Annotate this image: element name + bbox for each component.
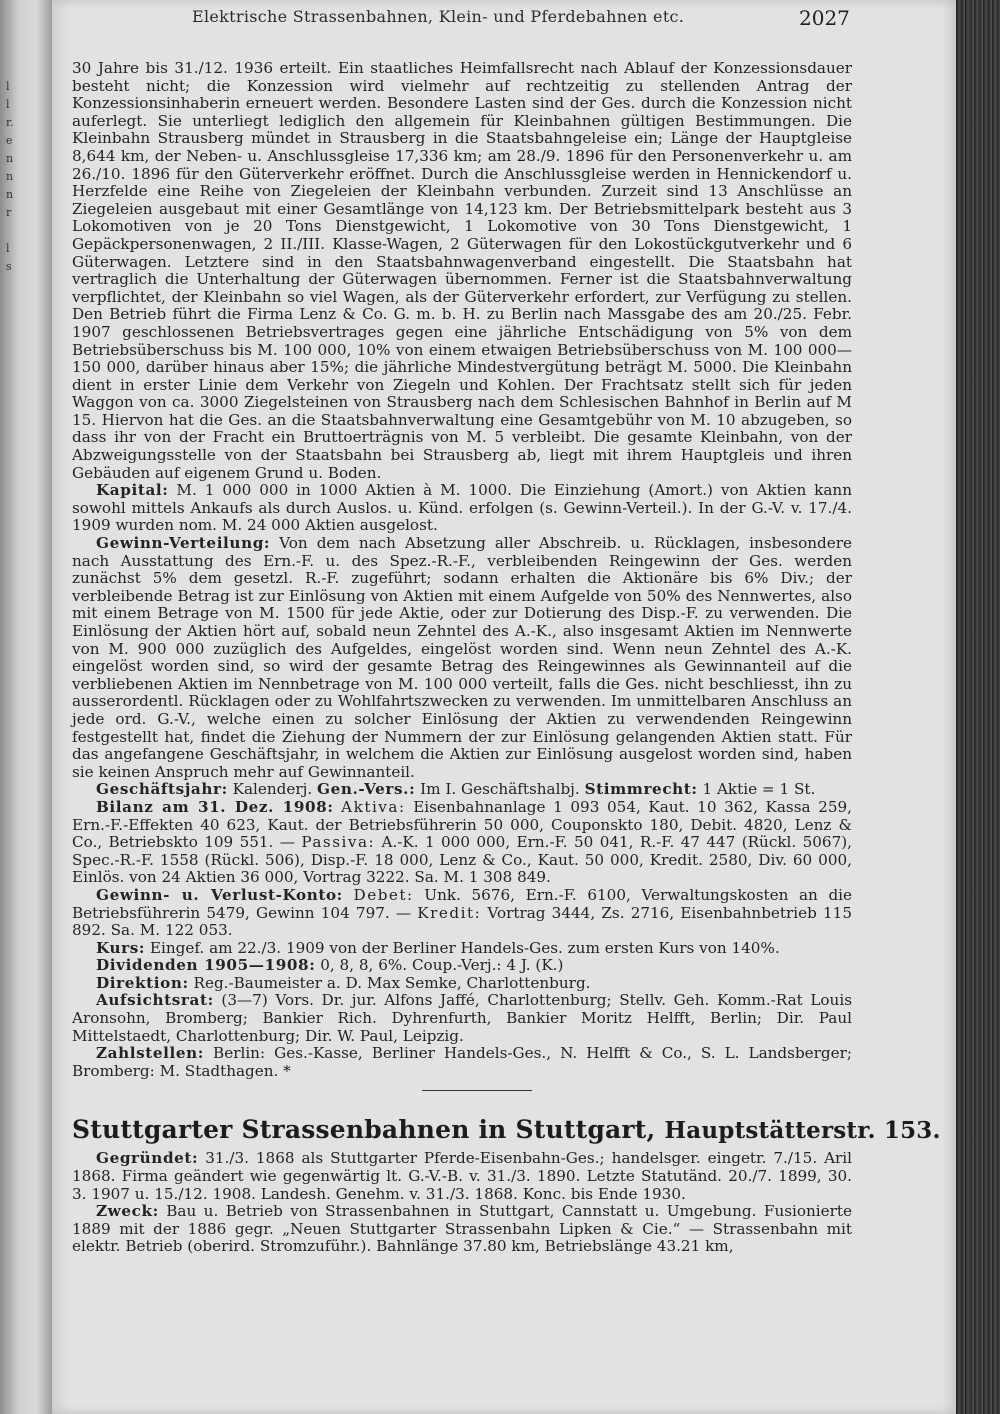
direktion-text: Reg.-Baumeister a. D. Max Semke, Charlottenburg. bbox=[193, 973, 591, 992]
gewinn-verlust-section bbox=[72, 887, 852, 940]
aufsichtsrat-label: Aufsichtsrat: bbox=[96, 991, 214, 1010]
gegruendet-section bbox=[72, 1150, 852, 1203]
gewinn-verteilung-label: Gewinn-Verteilung: bbox=[96, 534, 271, 553]
kapital-section bbox=[72, 482, 852, 535]
dividenden-label: Dividenden 1905—1908: bbox=[96, 956, 316, 975]
aufsichtsrat-section bbox=[72, 992, 852, 1045]
direktion-section bbox=[72, 975, 852, 993]
passiva-text: A.-K. 1 000 000, Ern.-F. 50 041, R.-F. 47 447 (Rückl. 5067), Spec.-R.-F. 1558 (Rückl. 506), Disp.-F. 18 000, Lenz & Co., Kaut. 50 000, Kredit. 2580, Div. 60 000, Einlös. von 24 Aktien 36 000, Vortrag 3222. Sa. M. 1 308 849. bbox=[72, 833, 853, 887]
direktion-label: Direktion: bbox=[96, 973, 189, 992]
kurs-section bbox=[72, 940, 852, 958]
gen-vers-label: Gen.-Vers.: bbox=[317, 780, 416, 799]
debet-text: Unk. 5676, Ern.-F. 6100, Verwaltungskosten an die Betriebsführerin 5479, Gewinn 104 797. — bbox=[72, 885, 853, 922]
bilanz-label: Bilanz am 31. Dez. 1908: bbox=[96, 797, 334, 816]
debet-label: Debet: bbox=[353, 885, 414, 904]
gegruendet-label: Gegründet: bbox=[96, 1149, 199, 1168]
section-divider bbox=[422, 1090, 532, 1091]
aktiva-text: Eisenbahnanlage 1 093 054, Kaut. 10 362, Kassa 259, Ern.-F.-Effekten 40 623, Kaut. der Betriebsführerin 50 000, Couponskto 180, Debit. 4820, Lenz & Co., Betriebskto 109 551. — bbox=[72, 797, 853, 852]
company-address: Hauptstätterstr. 153. bbox=[664, 1117, 941, 1145]
passiva-label: Passiva: bbox=[301, 833, 376, 852]
gen-vers-text: Im I. Geschäftshalbj. bbox=[420, 780, 580, 799]
company-name: Stuttgarter Strassenbahnen in Stuttgart, bbox=[72, 1115, 656, 1145]
zahlstellen-text: Berlin: Ges.-Kasse, Berliner Handels-Ges., N. Helfft & Co., S. L. Landsberger; Bromberg: M. Stadthagen. * bbox=[72, 1044, 853, 1080]
geschaeftsjahr-label: Geschäftsjahr: bbox=[96, 780, 228, 799]
geschaeftsjahr-text: Kalenderj. bbox=[232, 780, 313, 799]
gewinn-verteilung-text: Von dem nach Absetzung aller Abschreib. u. Rücklagen, insbesondere nach Ausstattung des Ern.-F. u. des Spez.-R.-F., verbleibenden Reingewinn der Ges. werden zunächst 5% dem gesetzl. R.-F. zugeführt; sodann erhalten die Aktionäre bis 6% Div.; der verbleibende Betrag ist zur Einlösung von Aktien mit einem Aufgelde von 50% des Nennwertes, also mit einem Betrage von M. 1500 für jede Aktie, oder zur Dotierung des Disp.-F. zu verwenden. Die Einlösung der Aktien hört auf, sobald neun Zehntel des A.-K., also insgesamt Aktien im Nennwerte von M. 900 000 zuzüglich des Aufgeldes, eingelöst worden sind. Wenn neun Zehntel des A.-K. eingelöst worden sind, so wird der gesamte Betrag des Reingewinnes als Gewinnanteil auf die verbliebenen Aktien im Nennbetrage von M. 100 000 verteilt, falls die Ges. nicht beschliesst, ihn zu ausserordentl. Rücklagen oder zu Wohlfahrtszwecken zu verwenden. Im unmittelbaren Anschluss an jede ord. G.-V., welche einen zu solcher Einlösung der Aktien zu verwendenden Reingewinn festgestellt hat, findet die Ziehung der Nummern der zur Einlösung gelangenden Aktien statt. Für das angefangene Geschäftsjahr, in welchem die Aktien zur Einlösung ausgelost worden sind, haben sie keinen Anspruch mehr auf Gewinnanteil. bbox=[72, 534, 852, 781]
stimmrecht-label: Stimmrecht: bbox=[584, 780, 698, 799]
page-number: 2027 bbox=[799, 6, 850, 30]
zweck-text: Bau u. Betrieb von Strassenbahnen in Stuttgart, Cannstatt u. Umgebung. Fusionierte 1889 mit der 1886 gegr. „Neuen Stuttgarter Strassenbahn Lipken & Cie.“ — Strassenbahn mit elektr. Betrieb (oberird. Stromzuführ.). Bahnlänge 37.80 km, Betriebslänge 43.21 km, bbox=[72, 1202, 853, 1256]
gegruendet-text: 31./3. 1868 als Stuttgarter Pferde-Eisenbahn-Ges.; handelsger. eingetr. 7./15. Aril 1868. Firma geändert wie gegenwärtig lt. G.-V.-B. v. 31./3. 1890. Letzte Statutänd. 20./7. 1899, 30. 3. 1907 u. 15./12. 1908. Landesh. Genehm. v. 31./3. 1868. Konc. bis Ende 1930. bbox=[72, 1149, 853, 1203]
kredit-label: Kredit: bbox=[417, 903, 482, 922]
new-entry-body bbox=[72, 1150, 852, 1256]
kurs-text: Eingef. am 22./3. 1909 von der Berliner Handels-Ges. zum ersten Kurs von 140%. bbox=[149, 938, 780, 957]
aktiva-label: Aktiva: bbox=[341, 797, 406, 816]
zweck-section bbox=[72, 1203, 852, 1256]
adjacent-page-edge: l l r. e n n n r l s bbox=[0, 0, 52, 1414]
zahlstellen-section bbox=[72, 1045, 852, 1080]
aufsichtsrat-text: (3—7) Vors. Dr. jur. Alfons Jaffé, Charlottenburg; Stellv. Geh. Komm.-Rat Louis Aronsohn, Bromberg; Bankier Rich. Dyhrenfurth, Bankier Moritz Helfft, Berlin; Dir. Paul Mittelstaedt, Charlottenburg; Dir. W. Paul, Leipzig. bbox=[72, 991, 852, 1045]
page-body bbox=[72, 59, 941, 1256]
dividenden-text: 0, 8, 8, 6%. Coup.-Verj.: 4 J. (K.) bbox=[320, 956, 564, 975]
geschaeftsjahr-section bbox=[72, 781, 852, 799]
gewinn-verlust-label: Gewinn- u. Verlust-Konto: bbox=[96, 885, 343, 904]
zweck-label: Zweck: bbox=[96, 1202, 159, 1221]
kredit-text: Vortrag 3444, Zs. 2716, Eisenbahnbetrieb 115 892. Sa. M. 122 053. bbox=[72, 903, 853, 940]
dividenden-section bbox=[72, 957, 852, 975]
zahlstellen-label: Zahlstellen: bbox=[96, 1044, 205, 1063]
kapital-text: M. 1 000 000 in 1000 Aktien à M. 1000. Die Einziehung (Amort.) von Aktien kann sowohl mittels Ankaufs als durch Auslos. u. Künd. erfolgen (s. Gewinn-Verteil.). In der G.-V. v. 17./4. 1909 wurden nom. M. 24 000 Aktien ausgelost. bbox=[72, 481, 852, 535]
stimmrecht-text: 1 Aktie = 1 St. bbox=[702, 780, 816, 799]
entry-continuation-paragraph: 30 Jahre bis 31./12. 1936 erteilt. Ein staatliches Heimfallsrecht nach Ablauf der Konzessionsdauer besteht nicht; die Konzession wird vielmehr auf rechtzeitig zu stellenden Antrag der Konzessionsinhaberin erneuert werden. Besondere Lasten sind der Ges. durch die Konzession nicht auferlegt. Sie unterliegt lediglich den allgemein für Kleinbahnen gültigen Bestimmungen. Die Kleinbahn Strausberg mündet in Strausberg in die Staatsbahngeleise ein; Länge der Hauptgleise 8,644 km, der Neben- u. Anschlussgleise 17,336 km; am 28./9. 1896 für den Personenverkehr u. am 26./10. 1896 für den Güterverkehr eröffnet. Durch die Anschlussgleise werden in Hennickendorf u. Herzfelde eine Reihe von Ziegeleien der Kleinbahn verbunden. Zurzeit sind 13 Anschlüsse an Ziegeleien ausgebaut mit einer Gesamtlänge von 14,123 km. Der Betriebsmittelpark besteht aus 3 Lokomotiven von je 20 Tons Dienstgewicht, 1 Lokomotive von 30 Tons Dienstgewicht, 1 Gepäckpersonenwagen, 2 II./III. Klasse-Wagen, 2 Güterwagen für den Lokostückgutverkehr und 6 Güterwagen. Letztere sind in den Staatsbahnwagenverband eingestellt. Die Staatsbahn hat vertraglich die Unterhaltung der Güterwagen übernommen. Ferner ist die Staatsbahnverwaltung verpflichtet, der Kleinbahn so viel Wagen, als der Güterverkehr erfordert, zur Verfügung zu stellen. Den Betrieb führt die Firma Lenz & Co. G. m. b. H. zu Berlin nach Massgabe des am 20./25. Febr. 1907 geschlossenen Betriebsvertrages gegen eine jährliche Entschädigung von 5% von dem Betriebsüberschuss bis M. 100 000, 10% von einem etwaigen Betriebsüberschuss von M. 100 000—150 000, darüber hinaus aber 15%; die jährliche Mindestvergütung beträgt M. 5000. Die Kleinbahn dient in erster Linie dem Verkehr von Ziegeln und Kohlen. Der Frachtsatz stellt sich für jeden Waggon von ca. 3000 Ziegelsteinen von Strausberg nach dem Schlesischen Bahnhof in Berlin auf M 15. Hiervon hat die Ges. an die Staatsbahnverwaltung eine Gesamtgebühr von M. 10 abzugeben, so dass ihr von der Fracht ein Bruttoerträgnis von M. 5 verbleibt. Die gesamte Kleinbahn, von der Abzweigungsstelle von der Staatsbahn bei Strausberg ab, liegt mit ihrem Hauptgleis und ihren Gebäuden auf eigenem Grund u. Boden. bbox=[72, 59, 852, 482]
bilanz-section bbox=[72, 799, 852, 887]
gewinn-verteilung-section bbox=[72, 535, 852, 781]
kurs-label: Kurs: bbox=[96, 938, 146, 957]
company-heading bbox=[72, 1115, 941, 1146]
kapital-label: Kapital: bbox=[96, 481, 169, 500]
book-page bbox=[52, 0, 956, 1414]
running-title: Elektrische Strassenbahnen, Klein- und Pferdebahnen etc. bbox=[192, 7, 685, 26]
book-edge-pages bbox=[956, 0, 1000, 1414]
